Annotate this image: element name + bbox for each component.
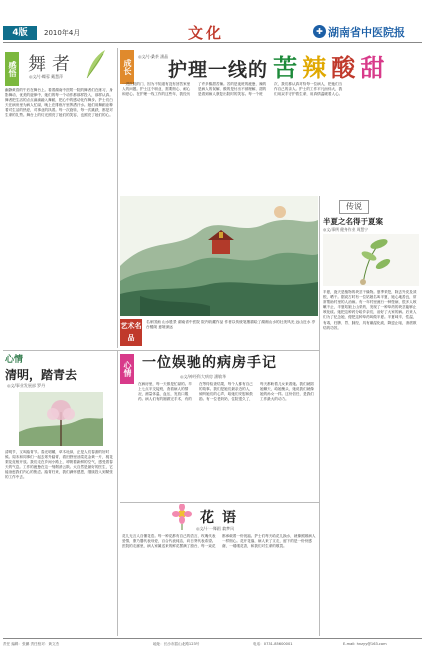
article-byline: ◎文/十一舞蹈 翁梦风	[196, 526, 235, 531]
title-accent-1: 苦	[273, 53, 298, 82]
article-title	[168, 48, 418, 82]
caption-text: 名家国画 山水胜景 湖南省中医院 院内收藏作品 作者以传统笔墨描绘了湖湘山水的壮美风光 远山近水 亭台楼阁 意境深远	[146, 320, 316, 330]
article-body: 一进医院的门，因为不知道有没有回答家里人的问题。护士这个职业，需要细心、耐心和爱心。在护理一线工作的这些年，我经历了许多酸甜苦辣。苦的是夜班的疲惫，辣的是病人的误解，酸的是付出不被理解，甜的是看到病人康复出院时的笑容。每一个班次，我们都认真对待每一位病人，把他们当作自己的亲人。护士的工作平凡而伟大，我们用双手守护着生命，用真情温暖着人心。	[122, 82, 343, 97]
article-byline: ◎文/事例 健身作业 周慧宁	[323, 227, 368, 232]
article-title: 舞者	[28, 54, 76, 75]
article-byline: ◎文/小桑茶 潘晶	[138, 54, 169, 59]
title-prefix: 护理一线的	[168, 59, 269, 81]
title-accent-3: 酸	[331, 53, 356, 82]
calligraphy-article	[321, 200, 422, 525]
footer-rule	[3, 638, 422, 639]
title-accent-4: 甜	[360, 53, 385, 82]
flower-article	[120, 504, 318, 636]
header-rule	[3, 42, 422, 43]
section-divider	[120, 502, 319, 503]
artwork-caption	[120, 319, 318, 349]
column-divider	[117, 350, 118, 636]
landscape-painting	[120, 196, 318, 316]
article-title: 花语	[200, 510, 244, 526]
article-byline: ◎文/神经科大病房 潘敏华	[180, 374, 227, 379]
dancer-article	[3, 48, 115, 348]
footer-phone: 电话：0731-85600001	[253, 642, 293, 646]
paper-name: 湖南省中医院报	[328, 26, 405, 39]
column-divider	[117, 48, 118, 348]
article-body: 幽静黄昏的午后在舞台上。看着湖南中医附一院的舞者们在练习，身影舞动，优美的旋律中，她们的每一个动作都那样投入，那样认真。舞者把生活的点点滴滴融入舞蹈，把心中的感动化作舞步。护士们白天在病房里为病人忙碌，晚上在排练厅里挥洒汗水。她们用舞蹈诠释着对生活的热爱，对事业的执着。每一次旋转，每一次跳跃，都是对生命的礼赞。舞台上的灯光照亮了她们的笑容，也照亮了她们的心。	[5, 88, 113, 118]
footer-editors: 责任 编辑：张鹏 责任校对：黄文杰	[3, 642, 60, 646]
page-footer	[3, 641, 422, 651]
page-header	[0, 0, 425, 48]
article-body: 清明节，又叫踏青节。春光明媚，草木吐绿，正是人们春游的好时候。周末和同事们一起去郊外踏青，看田野里油菜花金黄一片，桃花梨花竞相开放。我们走在乡间小路上，呼吸着新鲜的空气，感受着春天的气息。工作的疲惫在这一刻烟消云散。大自然是最好的医生，它能治愈我们内心的焦虑。踏青归来，我们满怀感恩，继续投入到紧张的工作中去。	[5, 450, 113, 480]
article-title: 半夏之名得于夏案	[323, 217, 383, 226]
herb-illustration	[323, 234, 419, 286]
section-divider	[3, 350, 319, 351]
article-tag: 传说	[339, 200, 369, 214]
article-byline: ◎文/小蝶蓉 戴慧萍	[29, 74, 64, 79]
qingming-article	[3, 352, 115, 648]
caption-tag: 艺术名品	[120, 319, 142, 346]
article-title: 清明，踏青去	[5, 368, 78, 382]
nurse-article	[120, 352, 318, 500]
article-byline: ◎文/事业发展部 罗丹	[7, 383, 46, 388]
leaf-decoration-icon	[83, 48, 107, 80]
column-divider	[319, 196, 320, 636]
title-accent-2: 辣	[302, 53, 327, 82]
footer-address: 地址：长沙市韶山北路123号	[153, 642, 200, 646]
flower-decoration-icon	[168, 504, 198, 530]
article-title: 一位娱驰的病房手记	[142, 355, 277, 371]
article-tag: 感悟	[5, 52, 19, 86]
spring-photo	[19, 392, 103, 446]
footer-email: E-mail: hnzyy@163.com	[343, 642, 387, 646]
section-title: 文化	[188, 24, 225, 42]
hospital-logo-icon: ✚	[313, 25, 326, 38]
article-body: 花儿无言人自懂花语。每一种花都有自己的语言，玫瑰代表爱情，康乃馨代表母爱，百合代表纯洁，向日葵代表希望。医院的走廊里，病人家属送来的鲜花摆满了窗台，每一束花都承载着一份祝福。护士们每天给花儿换水，就像照顾病人一样细心。花开花落，病人来了又走，留下的是一份份感谢，一缕缕花香，和我们对生命的敬畏。	[122, 534, 316, 549]
article-body: 半夏，旋天是植物的块茎干燥物。夏季采挖，除去外皮及须根，晒干。据说古时有一位姑娘名叫半夏，她心地善良，常常帮助村里的人治病。有一年村里流行一种怪病，很多人咳嗽不止，半夏姑娘上山采药，发现了一种草药的块茎能够止咳化痰。她把这种药分给乡亲们，治好了大家的病。后来人们为了纪念她，便把这种草药叫做半夏。半夏味辛，性温，有毒，归脾、胃、肺经，具有燥湿化痰，降逆止呕，消痞散结的功效。	[323, 290, 417, 330]
article-tag: 心情	[5, 355, 24, 365]
edition-badge: 4版	[3, 26, 37, 40]
article-tag: 成长	[120, 50, 134, 84]
article-tag: 心情	[120, 354, 134, 384]
article-body: 在病房里，每一天都是忙碌的。早上七点半交接班，查看病人的情况，测量体温、血压，发放口服药。病人们有的刚做完手术，有的在等待检查结果，每个人都有自己的故事。我们是她们最亲近的人，倾听她们的心声，给她们安慰和鼓励。有一位老奶奶，住院很久了，每天都盼着儿女来看她。我们就陪她聊天，给她梳头，她说我们就像她的孙女一样。这份信任，是我们工作最大的动力。	[138, 382, 314, 402]
issue-date: 2010年4月	[44, 29, 81, 37]
